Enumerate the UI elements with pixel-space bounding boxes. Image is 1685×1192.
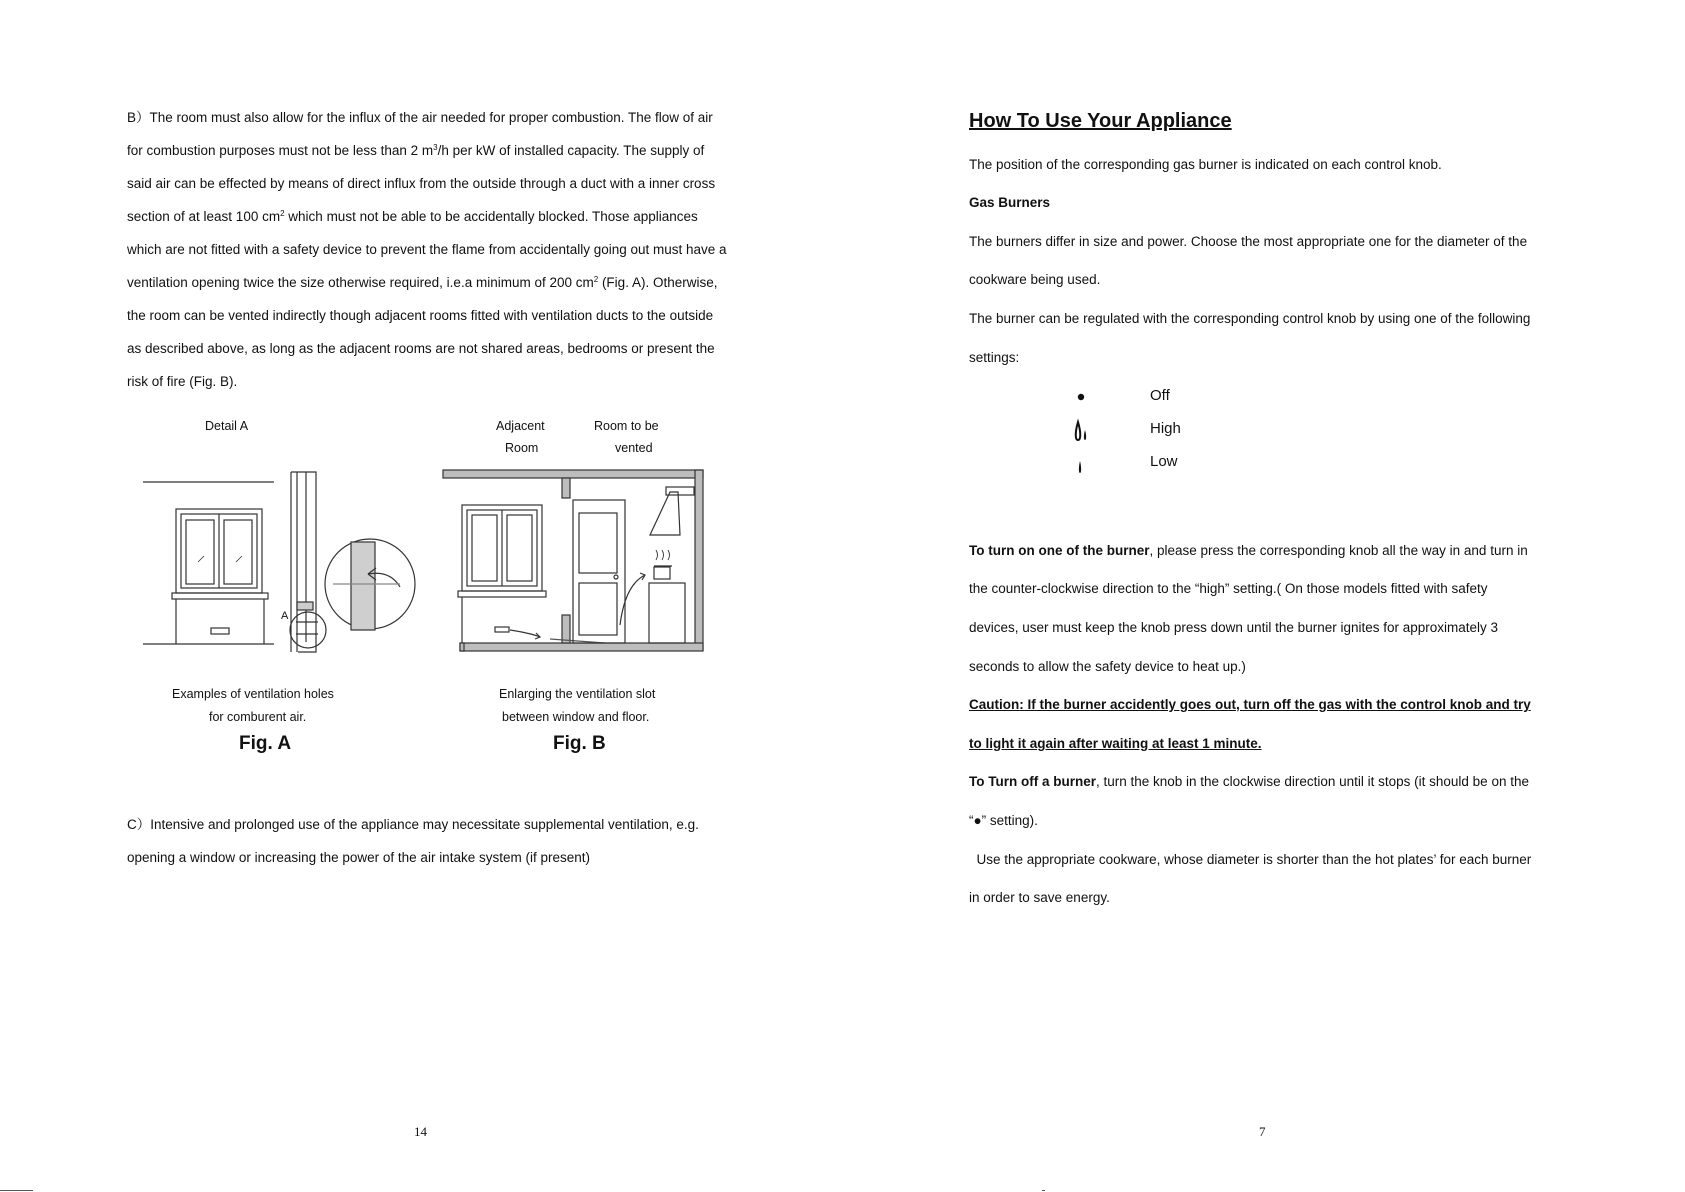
adjacent-room-label-2: Room	[505, 441, 539, 455]
right-page	[842, 0, 1685, 1192]
adjacent-room-label-1: Adjacent	[496, 419, 545, 433]
superscript: 2	[280, 209, 285, 218]
intro-text: The position of the corresponding gas burner is indicated on each control knob.	[969, 157, 1442, 172]
turn-on-text-2: the counter-clockwise direction to the “high” setting.( On those models fitted with safety	[969, 581, 1488, 596]
detail-a-label: Detail A	[205, 419, 249, 433]
page-number-right: 7	[1259, 1124, 1266, 1139]
room-vented-label-2: vented	[615, 441, 653, 455]
setting-high	[842, 418, 1181, 446]
superscript: 2	[593, 275, 599, 284]
paragraph-b-text-4: (Fig. A). Otherwise, the room can be vented indirectly though adjacent rooms fitted with ventilation ducts to the outside as described above, as long as the adjacent rooms are not shared areas, bedrooms or present the risk of fire (Fig. B).	[127, 275, 718, 389]
paragraph-b-text-3: which must not be able to be accidentally blocked. Those appliances which are not fitted with a safety device to prevent the flame from accidentally going out must have a ventilation opening twice the size otherwise required, i.e.a minimum of 200 cm	[127, 209, 727, 290]
burners-text-1: The burners differ in size and power. Choose the most appropriate one for the diameter of the	[969, 234, 1528, 249]
superscript: 3	[433, 143, 438, 152]
page-number-left: 14	[414, 1124, 427, 1139]
setting-label: Low	[1150, 453, 1178, 470]
turn-off-bold: To Turn off a burner	[969, 774, 1096, 789]
fig-a-title: Fig. A	[239, 733, 292, 754]
regulate-text-1: The burner can be regulated with the corresponding control knob by using one of the following	[969, 311, 1531, 326]
paragraph-b	[127, 101, 727, 398]
fig-a-illustration	[138, 462, 418, 662]
turn-on-bold: To turn on one of the burner	[969, 543, 1150, 558]
gas-burners-subheading: Gas Burners	[969, 195, 1051, 210]
burners-text-2: cookware being used.	[969, 272, 1101, 287]
small-flame-icon	[1070, 451, 1094, 475]
turn-on-text-1	[969, 543, 1528, 558]
setting-low	[842, 451, 1178, 479]
room-vented-label-1: Room to be	[594, 419, 659, 433]
caution-text-2: to light it again after waiting at least 1 minute.	[969, 736, 1262, 751]
turn-on-rest: , please press the corresponding knob all the way in and turn in	[1149, 543, 1528, 558]
detail-a-marker: A	[281, 610, 289, 622]
fig-a-caption-1: Examples of ventilation holes	[172, 687, 334, 701]
cookware-text-1: Use the appropriate cookware, whose diameter is shorter than the hot plates’ for each burner	[969, 852, 1532, 867]
section-heading: How To Use Your Appliance	[969, 110, 1232, 132]
dot-icon	[1070, 385, 1094, 409]
cookware-text-2: in order to save energy.	[969, 890, 1110, 905]
turn-on-text-3: devices, user must keep the knob press down until the burner ignites for approximately 3	[969, 620, 1499, 635]
fig-a-caption-2: for comburent air.	[209, 710, 307, 724]
regulate-text-2: settings:	[969, 350, 1020, 365]
turn-off-rest: , turn the knob in the clockwise direction until it stops (it should be on the	[1095, 774, 1529, 789]
paragraph-b-text-2: /h per kW of installed capacity. The supply of said air can be effected by means of direct influx from the outside through a duct with a inner cross section of at least 100 cm	[127, 143, 716, 224]
bottom-rule-left	[0, 1190, 33, 1191]
setting-label: High	[1150, 420, 1181, 437]
large-flame-icon	[1070, 418, 1094, 442]
turn-on-text-4: seconds to allow the safety device to heat up.)	[969, 659, 1246, 674]
paragraph-b-text-1: B）The room must also allow for the influx of the air needed for proper combustion. The flow of air for combustion purposes must not be less than 2 m	[127, 110, 713, 158]
bottom-rule-right	[1042, 1190, 1045, 1191]
fig-b-illustration	[440, 465, 710, 660]
setting-label: Off	[1150, 387, 1170, 404]
turn-off-text-1	[969, 774, 1529, 789]
fig-b-caption-2: between window and floor.	[502, 710, 650, 724]
caution-text-1: Caution: If the burner accidently goes out, turn off the gas with the control knob and try	[969, 697, 1531, 712]
setting-off	[842, 385, 1170, 413]
fig-b-title: Fig. B	[553, 733, 606, 754]
left-page	[0, 0, 842, 1192]
fig-b-caption-1: Enlarging the ventilation slot	[499, 687, 656, 701]
turn-off-text-2: “●” setting).	[969, 813, 1038, 828]
paragraph-c: C）Intensive and prolonged use of the appliance may necessitate supplemental ventilation, e.g. opening a window or increasing the power of the air intake system (if present)	[127, 817, 699, 865]
